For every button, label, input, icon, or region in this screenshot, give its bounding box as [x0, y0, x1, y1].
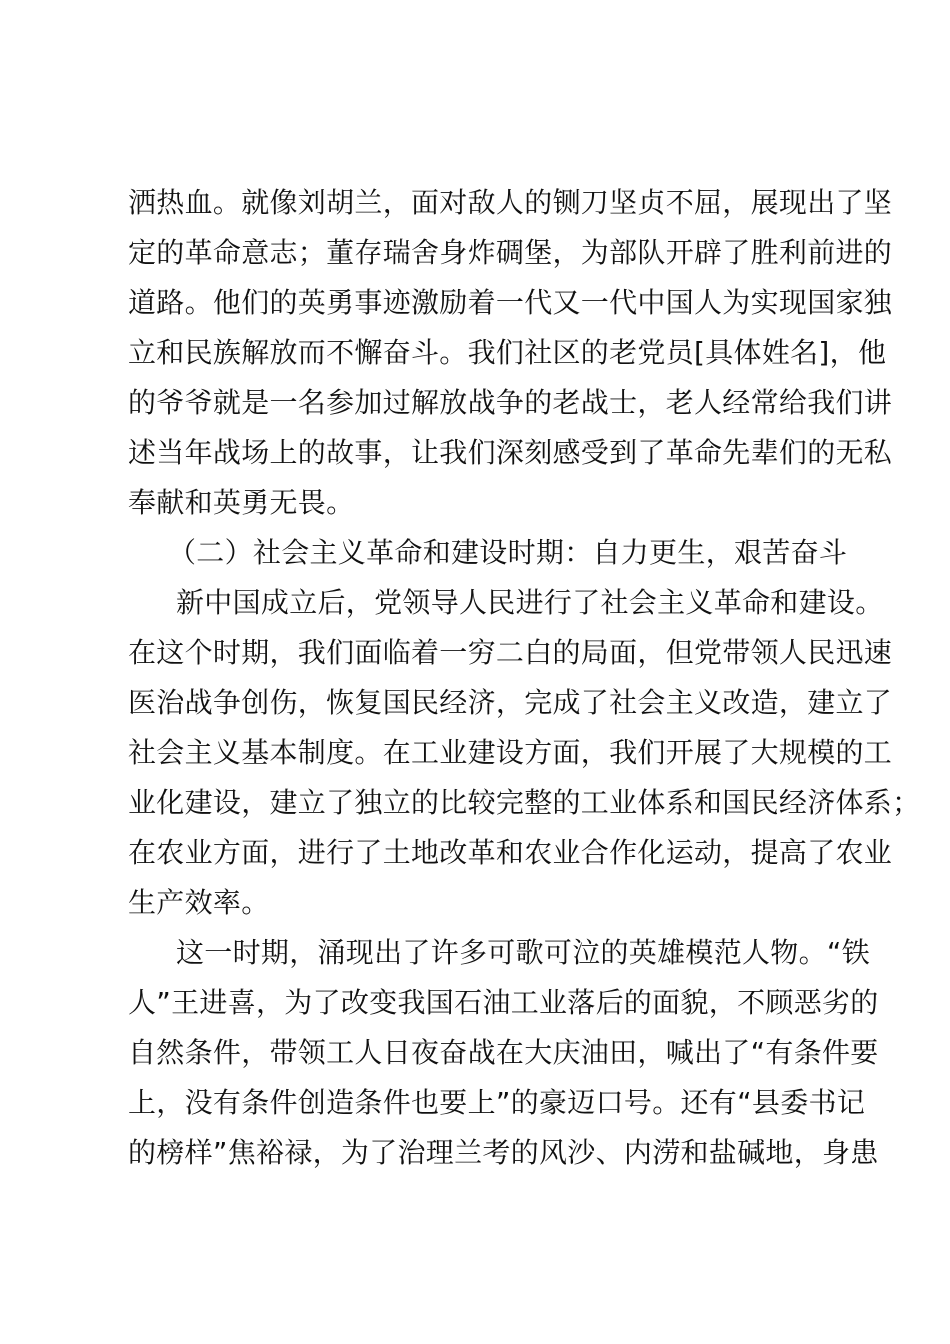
paragraph-line: 在这个时期，我们面临着一穷二白的局面，但党带领人民迅速 — [128, 636, 893, 669]
paragraph-line: 上，没有条件创造条件也要上”的豪迈口号。还有“县委书记 — [128, 1086, 866, 1119]
paragraph-line: 的爷爷就是一名参加过解放战争的老战士，老人经常给我们讲 — [128, 386, 893, 419]
paragraph-line: 奉献和英勇无畏。 — [128, 486, 355, 519]
paragraph-line: 这一时期，涌现出了许多可歌可泣的英雄模范人物。“铁 — [176, 936, 871, 969]
section-heading: （二）社会主义革命和建设时期：自力更生，艰苦奋斗 — [168, 536, 848, 569]
paragraph-line: 社会主义基本制度。在工业建设方面，我们开展了大规模的工 — [128, 736, 893, 769]
paragraph-line: 业化建设，建立了独立的比较完整的工业体系和国民经济体系； — [128, 786, 921, 819]
paragraph-line: 生产效率。 — [128, 886, 270, 919]
paragraph-line: 的榜样”焦裕禄，为了治理兰考的风沙、内涝和盐碱地，身患 — [128, 1136, 879, 1169]
paragraph-line: 医治战争创伤，恢复国民经济，完成了社会主义改造，建立了 — [128, 686, 893, 719]
paragraph-line: 新中国成立后，党领导人民进行了社会主义革命和建设。 — [176, 586, 884, 619]
paragraph-line: 在农业方面，进行了土地改革和农业合作化运动，提高了农业 — [128, 836, 893, 869]
paragraph-line: 洒热血。就像刘胡兰，面对敌人的铡刀坚贞不屈，展现出了坚 — [128, 186, 893, 219]
paragraph-line: 自然条件，带领工人日夜奋战在大庆油田，喊出了“有条件要 — [128, 1036, 879, 1069]
paragraph-line: 定的革命意志；董存瑞舍身炸碉堡，为部队开辟了胜利前进的 — [128, 236, 893, 269]
paragraph-line: 述当年战场上的故事，让我们深刻感受到了革命先辈们的无私 — [128, 436, 893, 469]
paragraph-line: 人”王进喜，为了改变我国石油工业落后的面貌，不顾恶劣的 — [128, 986, 879, 1019]
paragraph-line: 道路。他们的英勇事迹激励着一代又一代中国人为实现国家独 — [128, 286, 893, 319]
paragraph-line: 立和民族解放而不懈奋斗。我们社区的老党员[具体姓名]，他 — [128, 336, 887, 369]
